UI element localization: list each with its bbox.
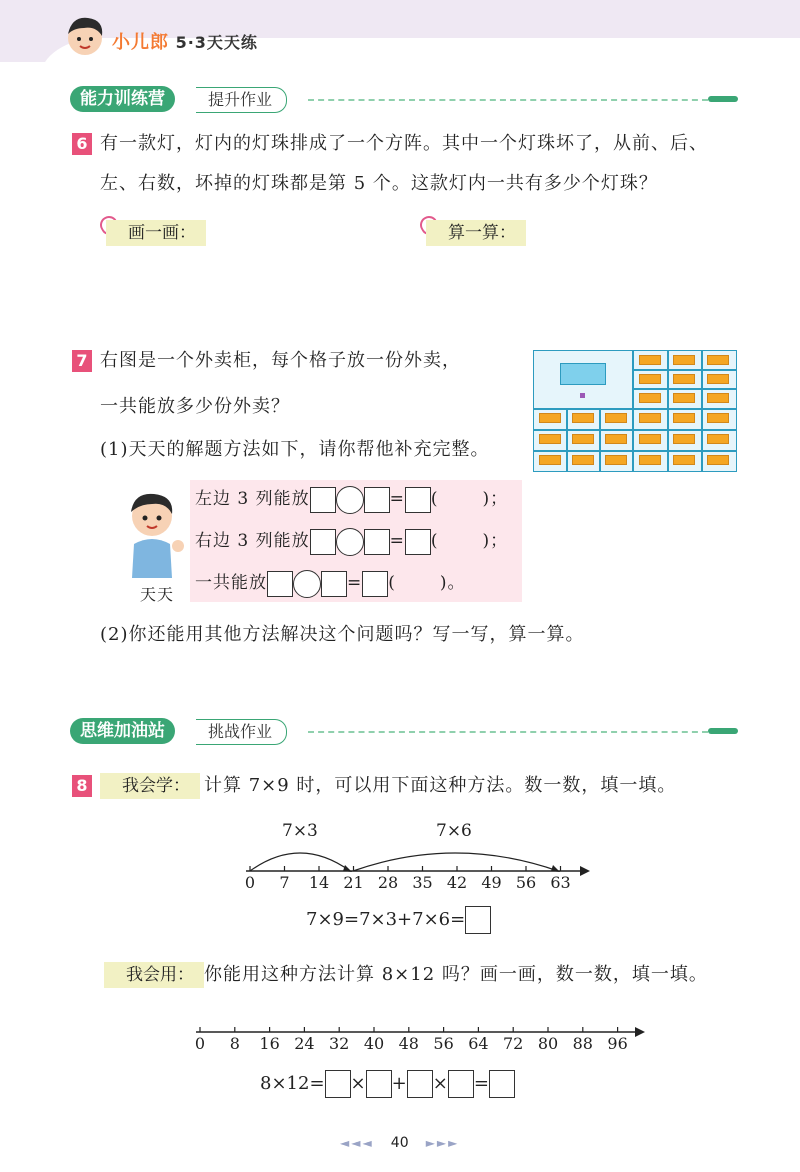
row3-label: 一共能放	[195, 573, 267, 593]
answer-box[interactable]	[310, 487, 336, 513]
answer-box[interactable]	[366, 1070, 392, 1098]
equals-sign: =	[389, 531, 405, 551]
section2-title: 思维加油站	[70, 718, 175, 744]
boy-character-icon	[118, 488, 190, 578]
paren-close: )	[482, 531, 491, 551]
paren-open: (	[388, 573, 396, 593]
equation1-text: 7×9=7×3+7×6=	[306, 909, 466, 930]
arc-7x6	[353, 853, 558, 871]
answer-box[interactable]	[489, 1070, 515, 1098]
q8-use-text: 你能用这种方法计算 8×12 吗？画一画，数一数，填一填。	[204, 964, 708, 985]
numberline2-tick-label: 96	[607, 1034, 628, 1053]
numberline1-tick-label: 14	[308, 873, 330, 892]
brand-suffix: 5·3天天练	[175, 33, 258, 52]
numberline2-tick-label: 40	[363, 1034, 385, 1053]
q7-part2: (2)你还能用其他方法解决这个问题吗？写一写，算一算。	[100, 624, 585, 645]
pencil-icon	[708, 728, 738, 734]
numberline1-tick-label: 21	[343, 873, 364, 892]
semicolon: ；	[490, 531, 509, 551]
answer-box[interactable]	[325, 1070, 351, 1098]
section2-subtitle: 挑战作业	[196, 719, 287, 745]
arc-7x3-arrowhead	[343, 865, 352, 872]
q6-line2: 左、右数，坏掉的灯珠都是第 5 个。这款灯内一共有多少个灯珠？	[100, 173, 658, 194]
numberline2-area	[0, 1010, 800, 1060]
equation2	[260, 1070, 515, 1098]
paren-close: )	[482, 489, 491, 509]
page-footer	[340, 1132, 459, 1151]
cabinet-screen	[560, 363, 606, 385]
numberline1-tick-label: 56	[515, 873, 537, 892]
page-number: 40	[390, 1135, 409, 1151]
operator-circle[interactable]	[293, 570, 321, 598]
row1-label: 左边 3 列能放	[195, 489, 310, 509]
answer-box[interactable]	[321, 571, 347, 597]
cabinet-button	[580, 393, 585, 398]
numberline2-tick-label: 8	[229, 1034, 240, 1053]
numberline2-tick-label: 64	[468, 1034, 489, 1053]
equals-sign: =	[389, 489, 405, 509]
answer-box[interactable]	[465, 906, 491, 934]
delivery-cabinet	[533, 350, 737, 472]
numberline1-arrowhead	[580, 866, 590, 876]
numberline2-tick-label: 72	[503, 1034, 524, 1053]
right-arrows-icon: ►►►	[425, 1136, 460, 1150]
brand-title	[112, 28, 258, 54]
operator-circle[interactable]	[336, 486, 364, 514]
numberline1-tick-label: 35	[412, 873, 433, 892]
numberline1-tick-label: 28	[377, 873, 399, 892]
equals-sign: =	[473, 1073, 489, 1094]
answer-box[interactable]	[310, 529, 336, 555]
character-name: 天天	[140, 585, 175, 604]
numberline1-tick-label: 63	[550, 873, 571, 892]
q8-learn-tag: 我会学：	[100, 773, 200, 799]
operator-circle[interactable]	[336, 528, 364, 556]
equation1	[306, 906, 491, 934]
numberline2-tick-label: 0	[194, 1034, 206, 1053]
q6-draw-tag: 画一画：	[106, 220, 206, 246]
period: 。	[447, 573, 466, 593]
paren-close: )	[439, 573, 448, 593]
plus-sign: +	[391, 1073, 407, 1094]
numberline2-arrowhead	[635, 1027, 645, 1037]
row2-label: 右边 3 列能放	[195, 531, 310, 551]
row-left-columns	[195, 484, 508, 514]
answer-box[interactable]	[362, 571, 388, 597]
equation2-prefix: 8×12=	[260, 1073, 325, 1094]
numberline1-tick-label: 49	[481, 873, 502, 892]
numberline2-tick-label: 48	[398, 1034, 419, 1053]
answer-box[interactable]	[267, 571, 293, 597]
numberline2-tick-label: 88	[572, 1034, 593, 1053]
left-arrows-icon: ◄◄◄	[340, 1136, 374, 1150]
paren-open: (	[430, 531, 439, 551]
mascot-icon	[62, 14, 108, 58]
answer-box[interactable]	[448, 1070, 474, 1098]
times-sign: ×	[432, 1073, 448, 1094]
times-sign: ×	[350, 1073, 366, 1094]
section1-subtitle: 提升作业	[196, 87, 287, 113]
paren-open: (	[430, 489, 439, 509]
section1-dash-line	[308, 99, 708, 101]
arc1-label: 7×3	[282, 821, 318, 841]
semicolon: ；	[490, 489, 509, 509]
row-total	[195, 568, 466, 598]
answer-box[interactable]	[405, 487, 431, 513]
numberline2-tick-label: 32	[329, 1034, 350, 1053]
q8-use-tag: 我会用：	[104, 962, 204, 988]
q8-learn-text: 计算 7×9 时，可以用下面这种方法。数一数，填一填。	[204, 775, 677, 796]
section1-title: 能力训练营	[70, 86, 175, 112]
section2-dash-line	[308, 731, 708, 733]
q6-line1: 有一款灯，灯内的灯珠排成了一个方阵。其中一个灯珠坏了，从前、后、	[100, 133, 708, 154]
numberline2-tick-label: 56	[433, 1034, 454, 1053]
brand-prefix: 小儿郎	[112, 32, 169, 53]
arc-7x3	[250, 853, 350, 871]
arc-7x6-arrowhead	[551, 865, 560, 872]
q7-line2: 一共能放多少份外卖？	[100, 396, 290, 417]
answer-box[interactable]	[364, 487, 390, 513]
numberline2-tick-label: 24	[294, 1034, 315, 1053]
q6-number: 6	[72, 133, 92, 155]
numberline1-area	[0, 815, 800, 895]
numberline1-tick-label: 42	[446, 873, 468, 892]
numberline2-tick-label: 16	[259, 1034, 280, 1053]
q8-number: 8	[72, 775, 92, 797]
row-right-columns	[195, 526, 508, 556]
answer-box[interactable]	[405, 529, 431, 555]
q7-number: 7	[72, 350, 92, 372]
q6-calc-tag: 算一算：	[426, 220, 526, 246]
numberline1-tick-label: 0	[244, 873, 256, 892]
numberline1-tick-label: 7	[279, 873, 290, 892]
numberline2-tick-label: 80	[537, 1034, 559, 1053]
equals-sign: =	[347, 573, 363, 593]
q7-line1: 右图是一个外卖柜，每个格子放一份外卖，	[100, 350, 461, 371]
answer-box[interactable]	[364, 529, 390, 555]
pencil-icon	[708, 96, 738, 102]
q7-part1: (1)天天的解题方法如下，请你帮他补充完整。	[100, 439, 490, 460]
answer-box[interactable]	[407, 1070, 433, 1098]
arc2-label: 7×6	[436, 821, 472, 841]
